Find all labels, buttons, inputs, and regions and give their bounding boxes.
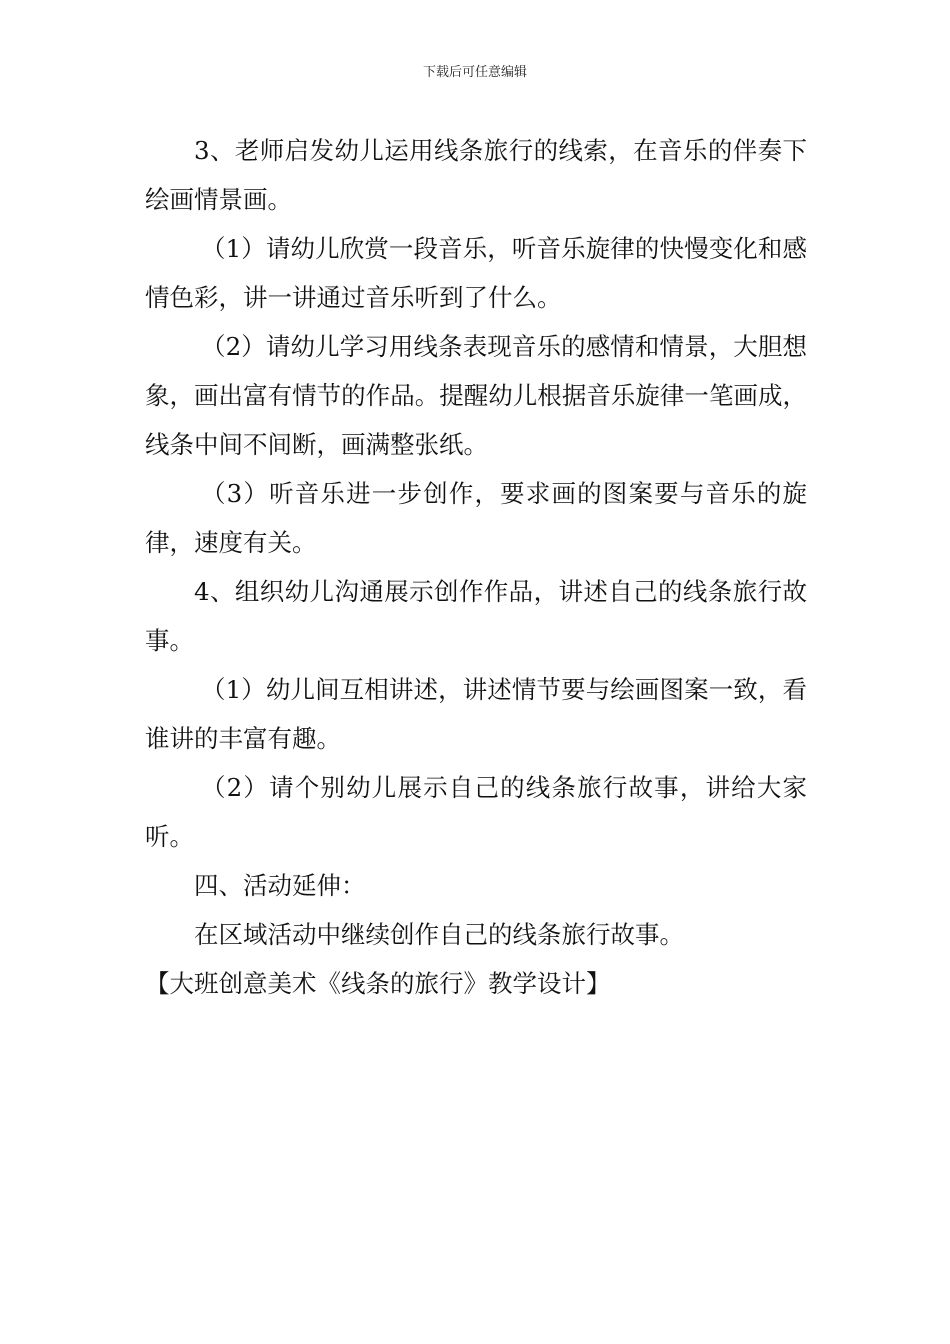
paragraph-extension: 在区域活动中继续创作自己的线条旅行故事。 (194, 920, 684, 949)
paragraph-step-3-2: （2）请幼儿学习用线条表现音乐的感情和情景，大胆想象，画出富有情节的作品。提醒幼儿根据音乐旋律一笔画成，线条中间不间断，画满整张纸。 (145, 332, 807, 459)
paragraph-step-3-1: （1）请幼儿欣赏一段音乐，听音乐旋律的快慢变化和感情色彩，讲一讲通过音乐听到了什么。 (145, 234, 807, 312)
paragraph-step-3: 3、老师启发幼儿运用线条旅行的线索，在音乐的伴奏下绘画情景画。 (145, 136, 807, 214)
paragraph-step-4-1: （1）幼儿间互相讲述，讲述情节要与绘画图案一致，看谁讲的丰富有趣。 (145, 675, 807, 753)
paragraph-step-4-2: （2）请个别幼儿展示自己的线条旅行故事，讲给大家听。 (145, 773, 807, 851)
paragraph-step-3-3: （3）听音乐进一步创作，要求画的图案要与音乐的旋律，速度有关。 (145, 479, 807, 557)
document-body (145, 126, 807, 1008)
closing-title: 【大班创意美术《线条的旅行》教学设计】 (145, 969, 611, 998)
page-header: 下载后可任意编辑 (422, 65, 527, 80)
paragraph-step-4: 4、组织幼儿沟通展示创作作品，讲述自己的线条旅行故事。 (145, 577, 807, 655)
section-heading-extension: 四、活动延伸： (194, 871, 366, 900)
